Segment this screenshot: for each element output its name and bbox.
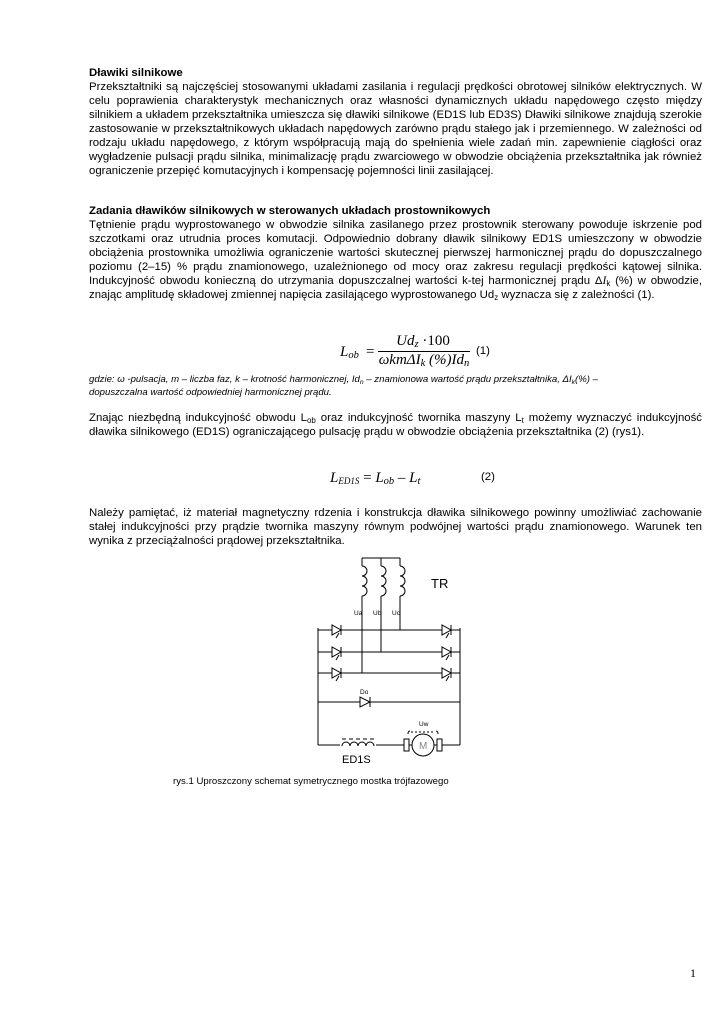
label-do: Do — [360, 689, 369, 696]
rectifier-bridge-schematic — [300, 548, 500, 773]
eq1-denominator: ωkmΔI$_k$ $(\%)Id_n$ — [378, 352, 470, 369]
label-uw: Uw — [419, 721, 429, 728]
paragraph-znajac: Znając niezbędną indukcyjność obwodu $L_{ob}$ oraz indukcyjność twornika maszyny $L_t$ możemy wyznaczyć indukcyjność dławika silnikowego (ED1S) ograniczającego pulsację prądu w obwodzie obciążenia przekształtnika (2) (rys1). — [89, 412, 703, 438]
thyristor-left-3 — [332, 668, 341, 681]
transformer-coil-a — [362, 566, 367, 596]
transformer-coil-b — [381, 566, 386, 596]
label-ed1s: ED1S — [342, 754, 371, 766]
paragraph-tetnienie — [89, 218, 702, 302]
label-ua: Ua — [354, 610, 363, 617]
section-indukcyjnosc — [89, 411, 702, 439]
transformer-coil-c — [400, 566, 405, 596]
eq2-number: (2) — [481, 471, 495, 483]
thyristor-right-2 — [442, 647, 451, 660]
eq1-numerator: $Ud_z \cdot 100$ — [396, 333, 450, 350]
current-symbol: I — [602, 275, 607, 287]
paragraph-intro: Przekształtniki są najczęściej stosowanymi układami zasilania i regulacji prędkości obrotowej silników elektrycznych. W celu poprawienia charakterystyk mechanicznych oraz własności dynamicznych układu napędowego często między silnikiem a układem przekształtnika umieszcza się dławiki silnikowe (ED1S lub ED3S) Dławiki silnikowe znajdują szerokie zastosowanie w przekształtnikowych układach napędowych zarówno prądu stałego jak i przemiennego. W zależności od rodzaju układu napędowego, z którym współpracują mają do spełnienia wiele zadań min. zapewnienie ciągłości oraz wygładzenie pulsacji prądu silnika, minimalizację prądu zwarciowego w obwodzie obciążenia przekształtnika jak również ograniczenie przepięć komutacyjnych i kompensację pojemności linii zasilającej. — [89, 81, 702, 177]
eq1-number: (1) — [476, 345, 490, 357]
heading-dlawiki-silnikowe: Dławiki silnikowe — [89, 67, 183, 79]
label-uc: Uc — [392, 610, 400, 617]
eq2-expression: $L_{ED1S} = L_{ob} - L_t$ — [330, 470, 421, 487]
text-run: wyznacza się z zależności (1). — [498, 289, 655, 301]
label-motor: M — [419, 741, 428, 752]
thyristor-right-3 — [442, 668, 451, 681]
section-dlawiki — [89, 66, 702, 178]
note-gdzie — [89, 373, 702, 399]
figure-caption: rys.1 Uproszczony schemat symetrycznego mostka trójfazowego — [173, 776, 449, 787]
section-warunek — [89, 506, 702, 548]
delta-symbol: Δ — [594, 275, 603, 287]
note-line2: dopuszczalna wartość odpowiedniej harmonicznej prądu. — [89, 387, 332, 398]
eq1-equals: = — [366, 344, 375, 360]
thyristor-right-1 — [442, 625, 451, 638]
eq1-lhs: $L_{ob}$ — [340, 344, 359, 361]
thyristor-left-1 — [332, 625, 341, 638]
subscript: k — [606, 279, 611, 288]
section-zadania — [89, 204, 702, 302]
paragraph-nalezy: Należy pamiętać, iż materiał magnetyczny rdzenia i konstrukcja dławika silnikowego powinny umożliwiać zachowanie stałej indukcyjności przy prądzie twornika maszyny równym podwójnej wartości prądu znamionowego. Warunek ten wynika z przeciążalności prądowej przekształtnika. — [89, 507, 702, 547]
page-number: 1 — [690, 966, 696, 980]
thyristor-left-2 — [332, 647, 341, 660]
label-ub: Ub — [373, 610, 382, 617]
text-run: Tętnienie prądu wyprostowanego w obwodzie silnika zasilanego przez prostownik sterowany powoduje iskrzenie pod szczotkami oraz utrudnia proces komutacji. Odpowiednio dobrany dławik silnikowy ED1S umieszczony w obwodzie obciążenia prostownika umożliwia ograniczenie wartości skutecznej pierwszej harmonicznej prądu do dopuszczalnego poziomu (2–15) % prądu znamionowego, uzależnionego od mocy oraz zakresu regulacji prędkości kątowej silnika. Indukcyjność obwodu konieczną do utrzymania dopuszczalnej wartości k-tej harmonicznej prądu — [89, 219, 702, 287]
subscript: z — [494, 293, 499, 302]
text-run: (%) w obwodzie, znając amplitudę składowej zmiennej napięcia zasilającego wyprostowanego Ud — [89, 275, 702, 301]
freewheel-diode — [360, 697, 370, 707]
heading-zadania: Zadania dławików silnikowych w sterowanych układach prostownikowych — [89, 205, 491, 217]
label-tr: TR — [431, 576, 449, 591]
note-line1: gdzie: ω -pulsacja, m – liczba faz, k – krotność harmonicznej, $Id_n$ – znamionowa wartość prądu przekształtnika, $\Delta I_k(\%)$ – — [89, 374, 598, 386]
